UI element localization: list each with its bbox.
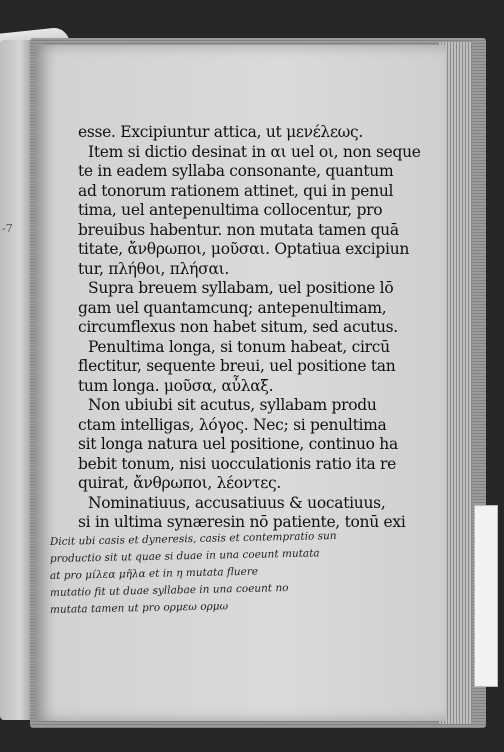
- text-line: si in ultima synæresin nō patiente, tonū exi: [78, 513, 406, 531]
- paper-tab: [474, 505, 498, 687]
- text-line: flectitur, sequente breui, uel positione tan: [78, 357, 396, 375]
- text-line: Penultima longa, si tonum habeat, circū: [88, 337, 390, 356]
- text-line: quirat, ἄνθρωποι, λέοντες.: [78, 474, 282, 492]
- text-line: Supra breuem syllabam, uel positione lō: [88, 279, 394, 297]
- text-line: te in eadem syllaba consonante, quantum: [78, 162, 394, 180]
- text-line: ad tonorum rationem attinet, qui in penul: [78, 181, 394, 200]
- annotation-line: Dicit ubi casis et dyneresis, casis et contempratio sun: [49, 529, 337, 548]
- text-line: circumflexus non habet situm, sed acutus.: [78, 318, 398, 336]
- annotation-line: at pro μίλεα μῆλα et in η mutata fluere: [49, 565, 259, 582]
- handwritten-annotation: [49, 529, 390, 621]
- text-line: tima, uel antepenultima collocentur, pro: [78, 201, 383, 219]
- text-line: Nominatiuus, accusatiuus & uocatiuus,: [88, 493, 386, 512]
- text-line: breuibus habentur. non mutata tamen quā: [78, 220, 399, 239]
- text-line: Non ubiubi sit acutus, syllabam produ: [88, 396, 377, 414]
- annotation-line: mutatio fit ut duae syllabae in una coeunt no: [49, 582, 289, 599]
- text-line: gam uel quantamcunq; antepenultimam,: [78, 298, 387, 317]
- printed-text-block: [78, 123, 421, 533]
- text-line: bebit tonum, nisi uocculationis ratio ita re: [78, 454, 397, 473]
- text-line: sit longa natura uel positione, continuo ha: [78, 435, 398, 453]
- text-line: titate, ἄνθρωποι, μοῦσαι. Optatiua excipiun: [78, 240, 410, 258]
- text-line: tum longa. μοῦσα, αὖλαξ.: [78, 376, 274, 395]
- left-margin-mark: -7: [2, 222, 13, 235]
- text-line: Item si dictio desinat in αι uel οι, non seque: [88, 142, 421, 161]
- annotation-line: mutata tamen ut pro ορμεω ορμω: [49, 600, 229, 616]
- text-line: ctam intelligas, λόγος. Nec; si penultima: [78, 415, 387, 434]
- text-line: tur, πλήθοι, πλήσαι.: [78, 259, 230, 278]
- left-page-edge: [0, 40, 34, 720]
- text-line: esse. Excipiuntur attica, ut μενέλεως.: [78, 123, 364, 141]
- annotation-line: productio sit ut quae si duae in una coeunt mutata: [49, 547, 320, 565]
